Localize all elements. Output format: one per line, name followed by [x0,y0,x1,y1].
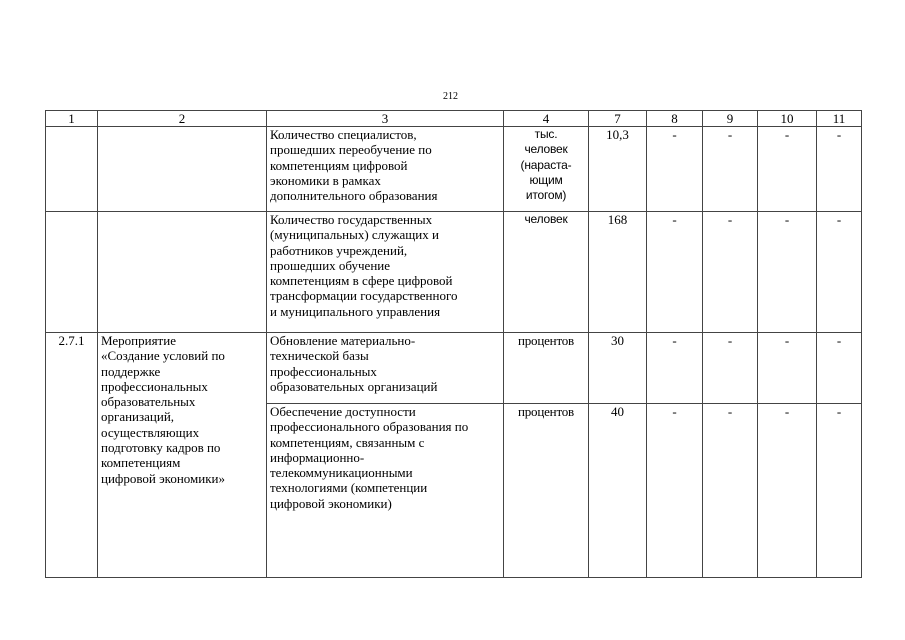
table-row [46,127,862,212]
cell-indicator: Количество государственных (муниципальных) служащих и работников учреждений, прошедших обучение компетенциям в сфере цифровой трансформации государственного и муниципального управления [267,212,504,333]
cell-value-7: 30 [589,333,647,404]
cell-event [98,212,267,333]
column-header: 2 [98,111,267,127]
cell-value-10: - [758,212,817,333]
cell-value-9: - [703,404,758,578]
cell-value-7: 168 [589,212,647,333]
cell-unit: человек [504,212,589,333]
column-header: 9 [703,111,758,127]
table-row [46,333,862,404]
cell-value-10: - [758,404,817,578]
cell-value-11: - [817,404,862,578]
cell-number: 2.7.1 [46,333,98,578]
cell-value-10: - [758,333,817,404]
cell-value-9: - [703,333,758,404]
column-header: 8 [647,111,703,127]
cell-value-8: - [647,127,703,212]
page-number: 212 [443,91,458,102]
column-header: 3 [267,111,504,127]
cell-value-8: - [647,333,703,404]
cell-value-11: - [817,127,862,212]
cell-event: Мероприятие «Создание условий по поддержке профессиональных образовательных организаций, осуществляющих подготовку кадров по компетенциям цифровой экономики» [98,333,267,578]
cell-indicator: Количество специалистов, прошедших переобучение по компетенциям цифровой экономики в рамках дополнительного образования [267,127,504,212]
column-header: 10 [758,111,817,127]
cell-value-11: - [817,212,862,333]
cell-unit: процентов [504,333,589,404]
table-header-row [46,111,862,127]
cell-indicator: Обеспечение доступности профессионального образования по компетенциям, связанным с информационно- телекоммуникационными технологиями (компетенции цифровой экономики) [267,404,504,578]
cell-unit: тыс. человек (нараста- ющим итогом) [504,127,589,212]
column-header: 11 [817,111,862,127]
cell-value-8: - [647,404,703,578]
cell-number [46,127,98,212]
column-header: 7 [589,111,647,127]
cell-value-8: - [647,212,703,333]
cell-value-7: 40 [589,404,647,578]
column-header: 1 [46,111,98,127]
cell-value-7: 10,3 [589,127,647,212]
cell-value-9: - [703,212,758,333]
cell-number [46,212,98,333]
cell-event [98,127,267,212]
column-header: 4 [504,111,589,127]
cell-value-10: - [758,127,817,212]
table-row [46,212,862,333]
cell-indicator: Обновление материально- технической базы профессиональных образовательных организаций [267,333,504,404]
indicators-table [45,110,862,578]
cell-value-11: - [817,333,862,404]
cell-unit: процентов [504,404,589,578]
cell-value-9: - [703,127,758,212]
